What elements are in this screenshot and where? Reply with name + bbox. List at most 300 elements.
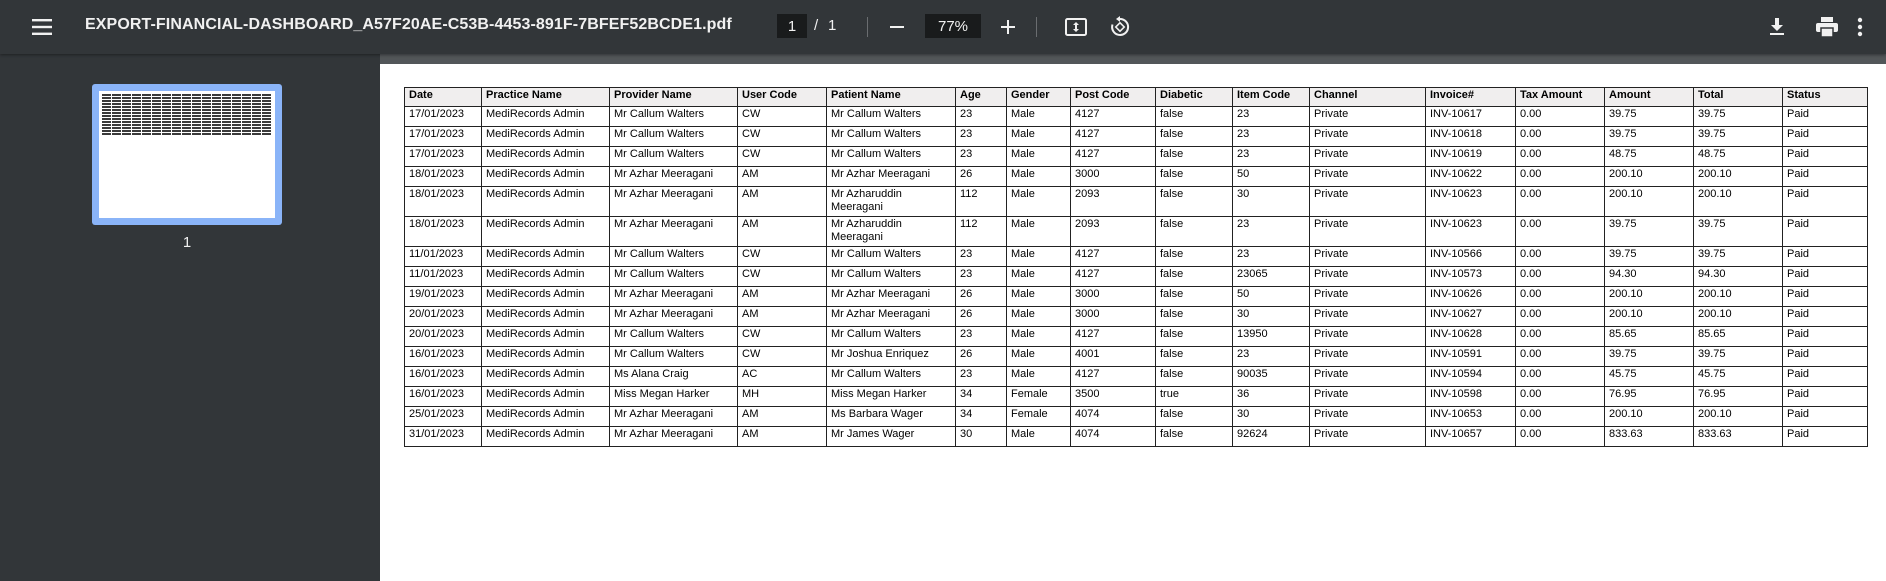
table-cell: 0.00 [1516,167,1605,187]
table-row [405,247,1868,267]
zoom-in-button[interactable] [988,7,1028,47]
table-cell: 200.10 [1605,407,1694,427]
table-cell: 18/01/2023 [405,167,482,187]
table-cell: MediRecords Admin [482,327,610,347]
table-cell: 23 [956,247,1007,267]
table-cell: 23 [956,107,1007,127]
table-cell: 39.75 [1694,247,1783,267]
table-cell: Paid [1783,287,1868,307]
table-cell: Private [1310,267,1426,287]
table-cell: 39.75 [1694,127,1783,147]
table-row [405,287,1868,307]
table-cell: 4127 [1071,367,1156,387]
table-cell: AC [738,367,827,387]
table-cell: CW [738,247,827,267]
table-cell: 11/01/2023 [405,247,482,267]
table-cell: 200.10 [1605,167,1694,187]
table-cell: 4127 [1071,127,1156,147]
table-cell: INV-10566 [1426,247,1516,267]
table-cell: 23 [1233,217,1310,247]
table-cell: 26 [956,347,1007,367]
column-header: Patient Name [827,88,956,107]
table-cell: Private [1310,127,1426,147]
table-cell: 18/01/2023 [405,217,482,247]
table-cell: 36 [1233,387,1310,407]
table-cell: Mr Callum Walters [610,327,738,347]
table-cell: MediRecords Admin [482,427,610,447]
toolbar-divider [867,17,868,37]
table-cell: Ms Barbara Wager [827,407,956,427]
table-row [405,217,1868,247]
table-cell: 30 [956,427,1007,447]
table-cell: Mr Azhar Meeragani [610,187,738,217]
table-cell: Male [1007,287,1071,307]
zoom-level-input[interactable]: 77% [925,14,981,38]
zoom-out-icon [889,19,905,35]
table-cell: Private [1310,427,1426,447]
table-row [405,327,1868,347]
thumbnail-page-number: 1 [182,234,192,251]
table-cell: Paid [1783,347,1868,367]
table-cell: Male [1007,427,1071,447]
table-cell: INV-10623 [1426,187,1516,217]
table-cell: 833.63 [1605,427,1694,447]
table-cell: Paid [1783,327,1868,347]
table-cell: Mr Azhar Meeragani [610,287,738,307]
table-cell: 16/01/2023 [405,347,482,367]
table-cell: false [1156,267,1233,287]
table-row [405,127,1868,147]
table-cell: Male [1007,367,1071,387]
table-cell: Mr Azhar Meeragani [610,167,738,187]
table-cell: MediRecords Admin [482,367,610,387]
table-cell: 20/01/2023 [405,327,482,347]
table-cell: 50 [1233,167,1310,187]
column-header: Invoice# [1426,88,1516,107]
toolbar-divider [1036,17,1037,37]
table-cell: Paid [1783,187,1868,217]
table-cell: false [1156,127,1233,147]
table-cell: CW [738,327,827,347]
table-cell: 4001 [1071,347,1156,367]
table-cell: MediRecords Admin [482,267,610,287]
table-cell: 4127 [1071,107,1156,127]
table-cell: INV-10594 [1426,367,1516,387]
table-cell: Private [1310,327,1426,347]
table-cell: Male [1007,307,1071,327]
page-total: 1 [828,17,837,34]
table-cell: 23 [956,127,1007,147]
table-cell: Paid [1783,107,1868,127]
table-cell: false [1156,347,1233,367]
table-cell: Paid [1783,217,1868,247]
table-cell: 48.75 [1694,147,1783,167]
table-cell: 0.00 [1516,267,1605,287]
table-cell: MediRecords Admin [482,387,610,407]
table-cell: false [1156,167,1233,187]
table-cell: Private [1310,367,1426,387]
table-cell: 20/01/2023 [405,307,482,327]
table-cell: false [1156,287,1233,307]
table-cell: Male [1007,327,1071,347]
column-header: Total [1694,88,1783,107]
table-cell: Mr Azhar Meeragani [610,427,738,447]
table-cell: 0.00 [1516,347,1605,367]
fit-page-button[interactable] [1056,7,1096,47]
table-cell: INV-10626 [1426,287,1516,307]
table-row [405,427,1868,447]
table-cell: INV-10619 [1426,147,1516,167]
table-cell: 31/01/2023 [405,427,482,447]
table-cell: CW [738,267,827,287]
table-cell: Paid [1783,267,1868,287]
table-cell: 39.75 [1694,347,1783,367]
table-cell: CW [738,347,827,367]
print-icon [1816,17,1838,37]
table-cell: false [1156,187,1233,217]
table-cell: 200.10 [1605,307,1694,327]
table-cell: 45.75 [1605,367,1694,387]
zoom-in-icon [1000,19,1016,35]
table-cell: Miss Megan Harker [610,387,738,407]
table-cell: INV-10591 [1426,347,1516,367]
table-cell: INV-10623 [1426,217,1516,247]
table-cell: false [1156,407,1233,427]
table-cell: Female [1007,387,1071,407]
table-cell: 112 [956,187,1007,217]
table-cell: 94.30 [1605,267,1694,287]
table-cell: MediRecords Admin [482,127,610,147]
table-cell: 23 [956,267,1007,287]
table-cell: 23 [1233,247,1310,267]
table-cell: 39.75 [1605,217,1694,247]
table-cell: Mr Azharuddin Meeragani [827,217,956,247]
table-cell: false [1156,147,1233,167]
table-cell: Private [1310,387,1426,407]
table-cell: 4074 [1071,427,1156,447]
column-header: Diabetic [1156,88,1233,107]
column-header: Date [405,88,482,107]
table-cell: AM [738,217,827,247]
table-cell: Paid [1783,407,1868,427]
table-cell: 11/01/2023 [405,267,482,287]
table-cell: Mr Callum Walters [827,367,956,387]
table-cell: Mr Callum Walters [610,267,738,287]
table-cell: 4127 [1071,147,1156,167]
table-cell: 3000 [1071,307,1156,327]
table-cell: Mr Callum Walters [610,107,738,127]
table-cell: Private [1310,147,1426,167]
table-cell: Private [1310,247,1426,267]
table-cell: 50 [1233,287,1310,307]
table-cell: false [1156,217,1233,247]
table-cell: Paid [1783,147,1868,167]
table-cell: AM [738,407,827,427]
table-cell: 18/01/2023 [405,187,482,217]
table-cell: Paid [1783,127,1868,147]
table-cell: INV-10653 [1426,407,1516,427]
table-cell: Paid [1783,307,1868,327]
financial-report-table [404,87,1868,447]
table-cell: 19/01/2023 [405,287,482,307]
table-cell: Ms Alana Craig [610,367,738,387]
table-cell: 0.00 [1516,407,1605,427]
table-cell: 17/01/2023 [405,107,482,127]
table-cell: 26 [956,287,1007,307]
table-cell: MediRecords Admin [482,107,610,127]
column-header: Post Code [1071,88,1156,107]
table-cell: Male [1007,187,1071,217]
document-title: EXPORT-FINANCIAL-DASHBOARD_A57F20AE-C53B-4453-891F-7BFEF52BCDE1.pdf [85,16,732,33]
table-cell: 4074 [1071,407,1156,427]
table-cell: 200.10 [1694,187,1783,217]
download-icon [1769,18,1785,36]
document-viewer[interactable] [380,54,1886,581]
table-cell: 23 [1233,107,1310,127]
table-cell: Mr Callum Walters [827,127,956,147]
table-cell: Male [1007,247,1071,267]
table-cell: Private [1310,347,1426,367]
column-header: Amount [1605,88,1694,107]
column-header: Tax Amount [1516,88,1605,107]
table-cell: INV-10657 [1426,427,1516,447]
table-cell: 76.95 [1694,387,1783,407]
table-cell: MH [738,387,827,407]
table-cell: 48.75 [1605,147,1694,167]
table-cell: 4127 [1071,247,1156,267]
table-cell: Private [1310,187,1426,217]
table-cell: 4127 [1071,267,1156,287]
table-cell: 23 [1233,347,1310,367]
table-row [405,307,1868,327]
table-cell: 200.10 [1605,187,1694,217]
table-cell: Mr Callum Walters [827,247,956,267]
page-separator: / [814,17,819,34]
table-cell: Mr Azhar Meeragani [610,217,738,247]
table-cell: Male [1007,347,1071,367]
table-cell: Paid [1783,367,1868,387]
table-cell: 45.75 [1694,367,1783,387]
table-cell: Private [1310,407,1426,427]
table-cell: 90035 [1233,367,1310,387]
table-cell: Male [1007,107,1071,127]
table-cell: 833.63 [1694,427,1783,447]
table-row [405,407,1868,427]
table-cell: 2093 [1071,187,1156,217]
table-cell: Male [1007,217,1071,247]
table-cell: 3000 [1071,167,1156,187]
table-cell: MediRecords Admin [482,147,610,167]
table-cell: false [1156,367,1233,387]
table-cell: 26 [956,307,1007,327]
table-cell: INV-10573 [1426,267,1516,287]
column-header: Practice Name [482,88,610,107]
table-cell: 200.10 [1605,287,1694,307]
table-cell: 0.00 [1516,427,1605,447]
table-cell: Mr Callum Walters [827,107,956,127]
more-button[interactable] [1857,7,1886,47]
table-cell: Mr Azhar Meeragani [827,307,956,327]
table-cell: CW [738,147,827,167]
table-cell: Mr Callum Walters [827,327,956,347]
table-cell: MediRecords Admin [482,187,610,217]
table-header-row [405,88,1868,107]
table-cell: AM [738,167,827,187]
table-cell: 34 [956,387,1007,407]
table-cell: 39.75 [1605,107,1694,127]
more-icon [1857,17,1863,37]
table-cell: CW [738,127,827,147]
table-cell: MediRecords Admin [482,407,610,427]
table-cell: 30 [1233,407,1310,427]
table-cell: 0.00 [1516,247,1605,267]
table-cell: AM [738,307,827,327]
table-cell: Private [1310,217,1426,247]
table-cell: AM [738,427,827,447]
fit-page-icon [1065,18,1087,36]
table-cell: 39.75 [1605,127,1694,147]
table-row [405,187,1868,217]
table-cell: 23 [956,147,1007,167]
table-cell: 0.00 [1516,387,1605,407]
table-cell: 23 [956,327,1007,347]
table-cell: INV-10618 [1426,127,1516,147]
table-cell: 34 [956,407,1007,427]
table-cell: 85.65 [1605,327,1694,347]
table-cell: 0.00 [1516,287,1605,307]
table-row [405,107,1868,127]
table-cell: 92624 [1233,427,1310,447]
table-cell: false [1156,427,1233,447]
table-cell: Mr Callum Walters [610,247,738,267]
table-cell: 23065 [1233,267,1310,287]
table-cell: Paid [1783,167,1868,187]
table-cell: true [1156,387,1233,407]
table-cell: Mr James Wager [827,427,956,447]
table-cell: 112 [956,217,1007,247]
table-cell: 39.75 [1605,347,1694,367]
table-cell: 3500 [1071,387,1156,407]
table-cell: Mr Azhar Meeragani [610,407,738,427]
table-cell: false [1156,327,1233,347]
table-cell: 39.75 [1605,247,1694,267]
table-row [405,267,1868,287]
table-cell: MediRecords Admin [482,347,610,367]
table-cell: INV-10598 [1426,387,1516,407]
table-cell: CW [738,107,827,127]
table-cell: 76.95 [1605,387,1694,407]
table-cell: 30 [1233,187,1310,217]
table-cell: INV-10622 [1426,167,1516,187]
table-cell: 23 [1233,147,1310,167]
table-cell: Male [1007,267,1071,287]
table-cell: Private [1310,167,1426,187]
table-cell: 17/01/2023 [405,147,482,167]
table-cell: 16/01/2023 [405,367,482,387]
zoom-out-button[interactable] [877,7,917,47]
table-cell: 85.65 [1694,327,1783,347]
table-cell: Female [1007,407,1071,427]
table-cell: MediRecords Admin [482,247,610,267]
table-cell: Mr Callum Walters [827,147,956,167]
column-header: Gender [1007,88,1071,107]
table-cell: 0.00 [1516,217,1605,247]
column-header: Status [1783,88,1868,107]
table-cell: false [1156,247,1233,267]
table-cell: 0.00 [1516,367,1605,387]
download-button[interactable] [1757,7,1797,47]
table-cell: 30 [1233,307,1310,327]
table-cell: 16/01/2023 [405,387,482,407]
table-cell: Mr Callum Walters [610,127,738,147]
table-cell: 200.10 [1694,307,1783,327]
pdf-page [380,64,1886,581]
table-cell: Mr Azhar Meeragani [827,167,956,187]
table-cell: 0.00 [1516,107,1605,127]
print-button[interactable] [1807,7,1847,47]
table-cell: INV-10617 [1426,107,1516,127]
table-cell: false [1156,107,1233,127]
column-header: Age [956,88,1007,107]
table-cell: Private [1310,307,1426,327]
pdf-toolbar [0,0,1886,54]
table-cell: 4127 [1071,327,1156,347]
menu-icon [32,19,52,35]
column-header: Channel [1310,88,1426,107]
table-row [405,147,1868,167]
table-cell: 0.00 [1516,127,1605,147]
thumbnail-page-preview [99,91,275,218]
table-cell: Mr Joshua Enriquez [827,347,956,367]
table-cell: 3000 [1071,287,1156,307]
table-cell: 26 [956,167,1007,187]
page-number-input[interactable]: 1 [777,14,807,38]
table-row [405,387,1868,407]
table-cell: 0.00 [1516,187,1605,217]
table-cell: 0.00 [1516,307,1605,327]
table-cell: Paid [1783,427,1868,447]
page-thumbnail[interactable] [92,84,282,225]
table-cell: false [1156,307,1233,327]
table-cell: 13950 [1233,327,1310,347]
rotate-button[interactable] [1100,7,1140,47]
table-cell: MediRecords Admin [482,217,610,247]
table-cell: Mr Callum Walters [827,267,956,287]
table-row [405,347,1868,367]
column-header: Provider Name [610,88,738,107]
table-cell: 39.75 [1694,217,1783,247]
table-cell: 0.00 [1516,147,1605,167]
table-cell: MediRecords Admin [482,287,610,307]
table-cell: 200.10 [1694,287,1783,307]
table-cell: 25/01/2023 [405,407,482,427]
table-cell: Male [1007,127,1071,147]
table-cell: 23 [1233,127,1310,147]
table-cell: MediRecords Admin [482,167,610,187]
table-cell: 94.30 [1694,267,1783,287]
table-cell: Mr Callum Walters [610,347,738,367]
table-cell: Male [1007,167,1071,187]
table-cell: 39.75 [1694,107,1783,127]
rotate-icon [1109,16,1131,38]
column-header: User Code [738,88,827,107]
menu-button[interactable] [22,7,62,47]
table-cell: 2093 [1071,217,1156,247]
table-cell: MediRecords Admin [482,307,610,327]
thumbnail-table-columns [102,94,272,135]
table-row [405,167,1868,187]
thumbnail-sidebar [0,54,380,581]
